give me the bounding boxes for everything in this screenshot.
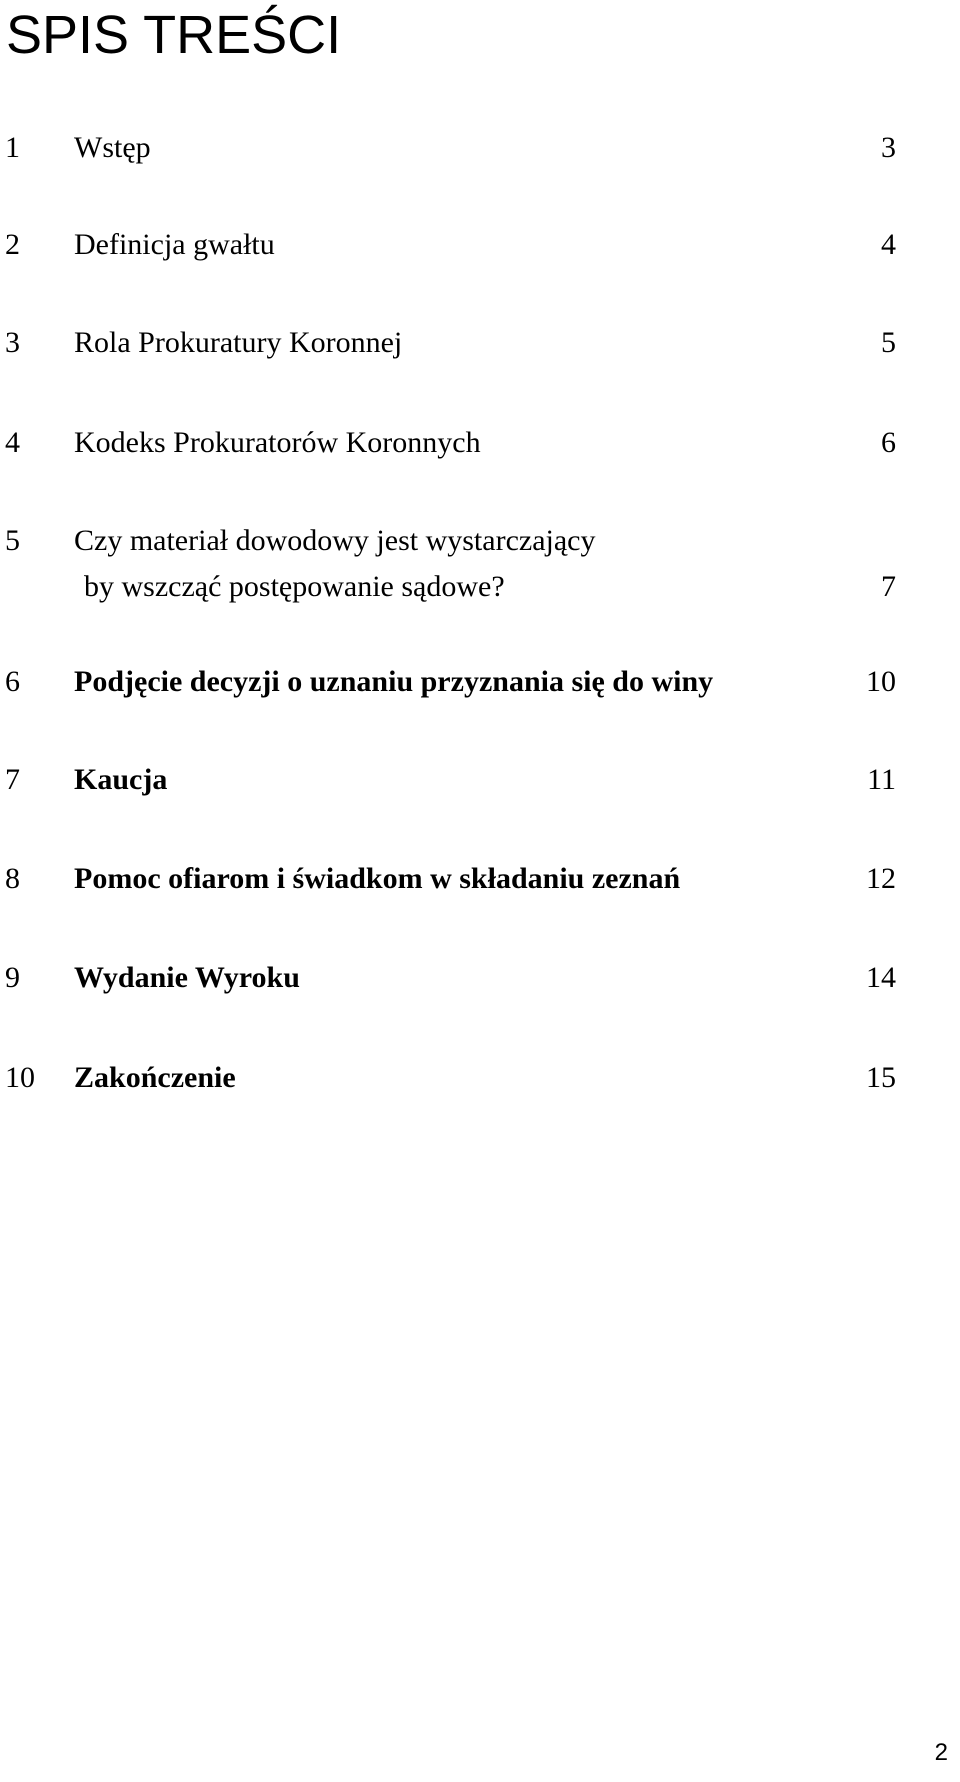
toc-entry-page: 6	[881, 426, 896, 459]
toc-entry-page: 12	[866, 862, 896, 895]
toc-entry-page: 15	[866, 1061, 896, 1094]
toc-entry-page: 10	[866, 665, 896, 698]
toc-entry-page: 3	[881, 131, 896, 164]
toc-entry-title: Wstęp	[74, 131, 151, 164]
toc-entry-number: 5	[5, 524, 20, 557]
toc-entry-title-line2: by wszcząć postępowanie sądowe?	[84, 570, 505, 603]
toc-entry-title: Rola Prokuratury Koronnej	[74, 326, 403, 359]
toc-entry-title: Kaucja	[74, 763, 168, 796]
toc-entry-number: 7	[5, 763, 20, 796]
toc-entry-page: 4	[881, 228, 896, 261]
toc-entry-number: 3	[5, 326, 20, 359]
toc-entry-title	[74, 518, 595, 610]
toc-entry-number: 1	[5, 131, 20, 164]
toc-entry-title: Pomoc ofiarom i świadkom w składaniu zeznań	[74, 862, 681, 895]
page-number: 2	[934, 1739, 948, 1766]
toc-entry-number: 10	[5, 1061, 35, 1094]
toc-entry-number: 8	[5, 862, 20, 895]
toc-entry-title: Kodeks Prokuratorów Koronnych	[74, 426, 481, 459]
toc-entry-number: 4	[5, 426, 20, 459]
toc-entry-number: 2	[5, 228, 20, 261]
toc-entry-page: 14	[866, 961, 896, 994]
toc-entry-title: Wydanie Wyroku	[74, 961, 300, 994]
toc-entry-page: 7	[881, 570, 896, 603]
toc-entry-number: 6	[5, 665, 20, 698]
toc-entry-title: Definicja gwałtu	[74, 228, 275, 261]
page-title: SPIS TREŚCI	[6, 5, 342, 65]
toc-entry-page: 5	[881, 326, 896, 359]
toc-entry-5[interactable]	[0, 518, 960, 610]
toc-entry-page: 11	[867, 763, 896, 796]
toc-entry-title: Zakończenie	[74, 1061, 236, 1094]
toc-entry-title-line1: Czy materiał dowodowy jest wystarczający	[74, 524, 596, 557]
toc-entry-title: Podjęcie decyzji o uznaniu przyznania się do winy	[74, 665, 714, 698]
toc-entry-number: 9	[5, 961, 20, 994]
